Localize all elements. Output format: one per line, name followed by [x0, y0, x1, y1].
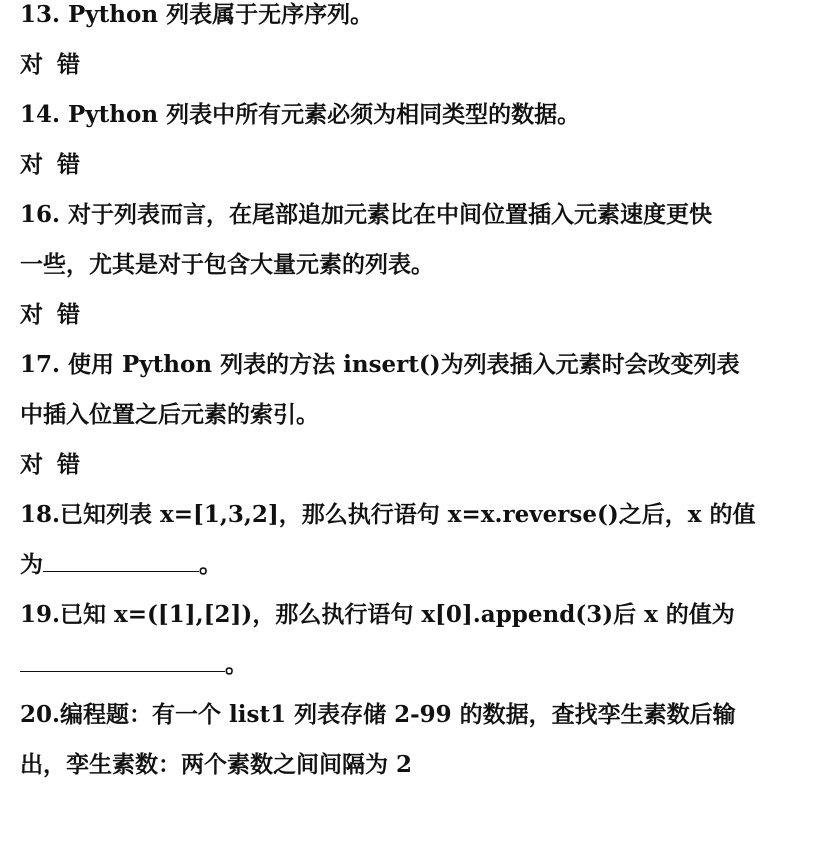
question-16-line-1: 16. 对于列表而言，在尾部追加元素比在中间位置插入元素速度更快 [20, 201, 713, 228]
question-19-line-1: 19.已知 x=([1],[2])，那么执行语句 x[0].append(3)后 x 的值为 [20, 601, 735, 628]
option-false[interactable]: 错 [57, 451, 80, 478]
blank-suffix: 。 [199, 551, 222, 578]
question-14: 14. Python 列表中所有元素必须为相同类型的数据。 [20, 101, 581, 128]
exercise-page [20, 0, 805, 799]
question-13: 13. Python 列表属于无序序列。 [20, 1, 374, 28]
answer-blank-19[interactable] [20, 649, 225, 672]
blank-prefix: 为 [20, 551, 43, 578]
option-true[interactable]: 对 [20, 151, 43, 178]
option-true[interactable]: 对 [20, 51, 43, 78]
blank-suffix: 。 [225, 651, 248, 678]
option-false[interactable]: 错 [57, 51, 80, 78]
answer-options-17 [20, 449, 805, 499]
option-false[interactable]: 错 [57, 151, 80, 178]
answer-options-13 [20, 49, 805, 99]
answer-options-16 [20, 299, 805, 349]
question-16-line-2: 一些，尤其是对于包含大量元素的列表。 [20, 251, 434, 278]
option-true[interactable]: 对 [20, 301, 43, 328]
question-19-line-2 [20, 649, 805, 699]
question-17-line-2: 中插入位置之后元素的索引。 [20, 401, 319, 428]
question-18-line-1: 18.已知列表 x=[1,3,2]，那么执行语句 x=x.reverse()之后，x 的值 [20, 501, 756, 528]
question-20-line-1: 20.编程题：有一个 list1 列表存储 2-99 的数据，查找孪生素数后输 [20, 701, 736, 728]
answer-blank-18[interactable] [43, 549, 199, 572]
question-17-line-1: 17. 使用 Python 列表的方法 insert()为列表插入元素时会改变列表 [20, 351, 740, 378]
answer-options-14 [20, 149, 805, 199]
option-false[interactable]: 错 [57, 301, 80, 328]
question-18-line-2 [20, 549, 805, 599]
question-20-line-2: 出，孪生素数：两个素数之间间隔为 2 [20, 751, 413, 778]
option-true[interactable]: 对 [20, 451, 43, 478]
